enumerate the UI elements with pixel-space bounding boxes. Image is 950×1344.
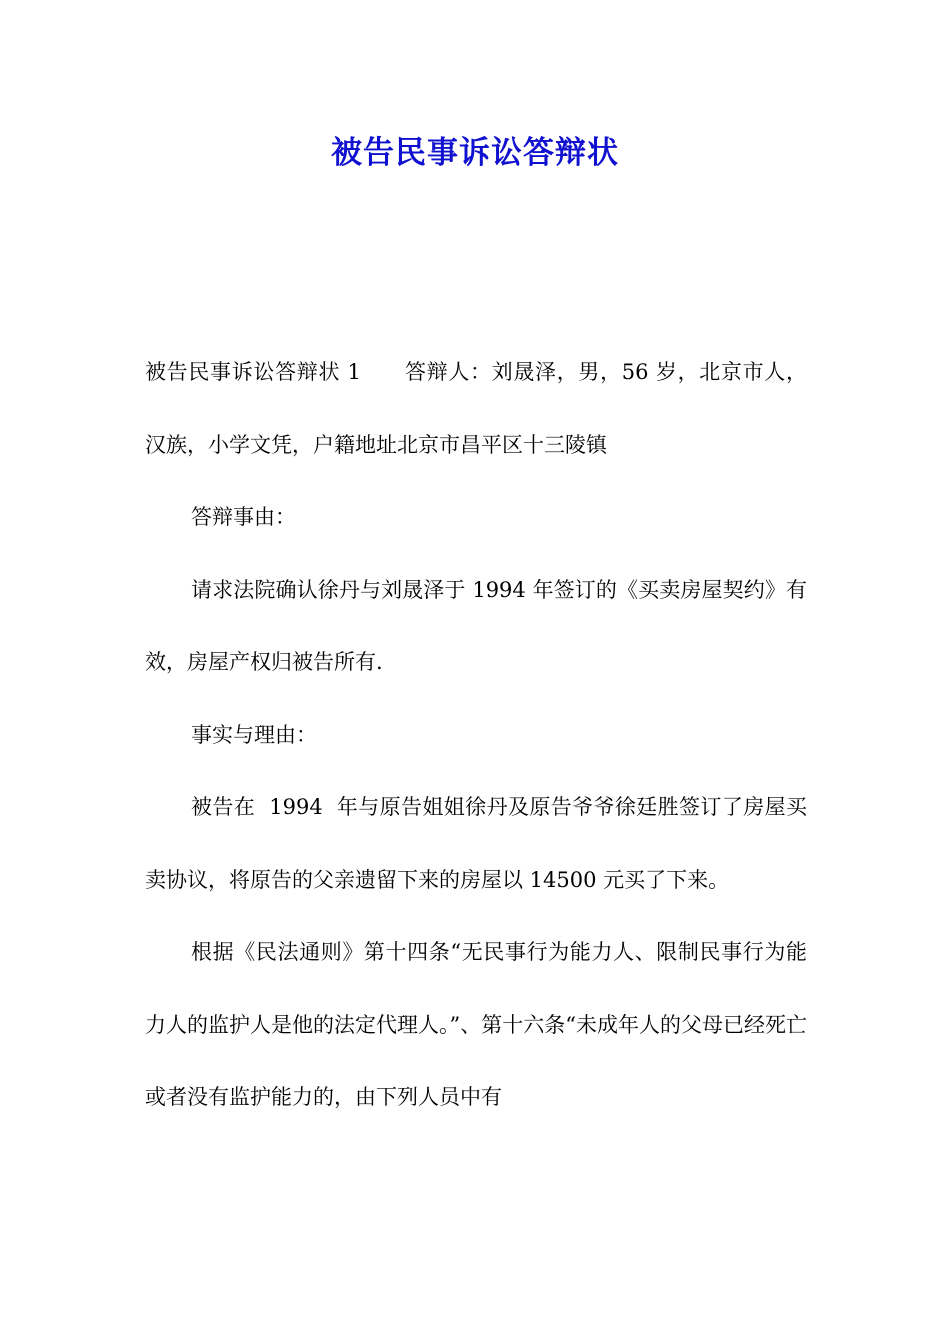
- paragraph-request: 请求法院确认徐丹与刘晟泽于 1994 年签订的《买卖房屋契约》有效，房屋产权归被告所有.: [145, 577, 807, 674]
- paragraph-facts: 被告在 1994 年与原告姐姐徐丹及原告爷爷徐廷胜签订了房屋买卖协议，将原告的父亲遗留下来的房屋以 14500 元买了下来。: [145, 795, 807, 892]
- document-body: [145, 336, 807, 1134]
- paragraph-legal-basis: 根据《民法通则》第十四条“无民事行为能力人、限制民事行为能力人的监护人是他的法定代理人。”、第十六条“未成年人的父母已经死亡或者没有监护能力的，由下列人员中有: [145, 940, 807, 1109]
- document-title: 被告民事诉讼答辩状: [331, 135, 619, 171]
- paragraph-respondent-info: 被告民事诉讼答辩状 1 答辩人：刘晟泽，男，56 岁，北京市人，汉族，小学文凭，户籍地址北京市昌平区十三陵镇: [145, 360, 807, 457]
- paragraph-facts-heading: 事实与理由：: [191, 722, 317, 747]
- paragraph-defense-heading: 答辩事由：: [191, 505, 296, 529]
